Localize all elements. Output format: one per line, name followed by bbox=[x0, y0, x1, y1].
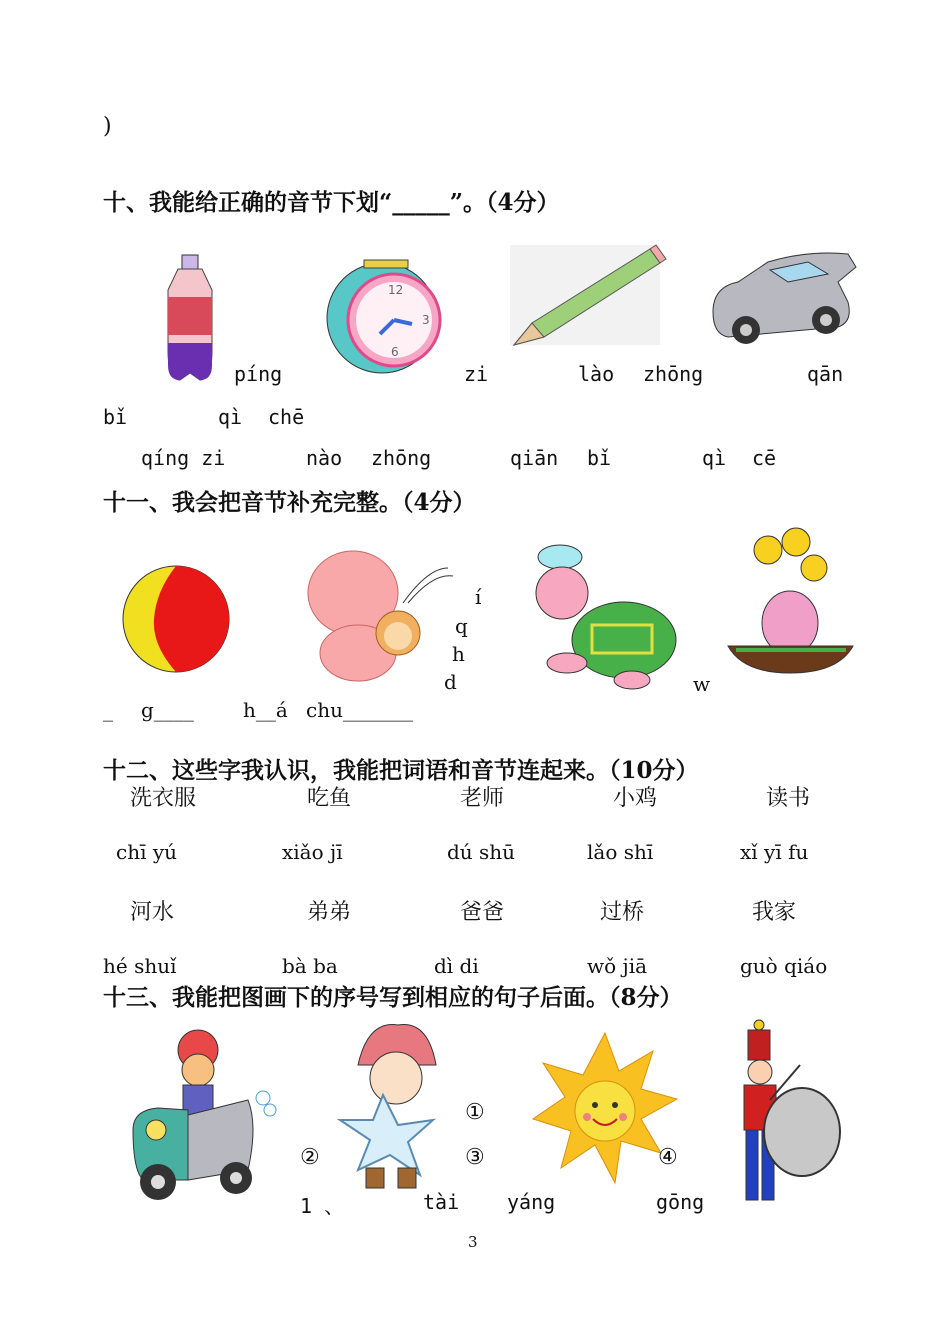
word-4: 小鸡 bbox=[613, 786, 658, 811]
scooter-image bbox=[128, 1030, 278, 1205]
word-6: 河水 bbox=[130, 900, 175, 925]
pinyin-lao: lào bbox=[578, 362, 615, 386]
section-10-title: 十、我能给正确的音节下划“_____”。（4分） bbox=[103, 189, 560, 216]
word-2: 吃鱼 bbox=[307, 786, 352, 811]
pinyin-qan: qān bbox=[807, 362, 844, 386]
pinyin-7: bà ba bbox=[282, 954, 338, 978]
pinyin-yang: yáng bbox=[507, 1190, 556, 1214]
word-3: 老师 bbox=[460, 786, 505, 811]
pinyin-qing-zi: qíng zi bbox=[141, 446, 226, 470]
blank-4: chu_______ bbox=[306, 698, 413, 722]
word-8: 爸爸 bbox=[460, 900, 505, 925]
pinyin-bi-2: bǐ bbox=[587, 446, 612, 470]
pinyin-5: xǐ yī fu bbox=[740, 840, 809, 864]
vase-boat-image bbox=[728, 528, 858, 676]
ball-image bbox=[122, 565, 232, 675]
pinyin-tai: tài bbox=[423, 1190, 460, 1214]
letter-w: w bbox=[693, 672, 711, 696]
pinyin-nao: nào bbox=[306, 446, 343, 470]
pinyin-qian: qiān bbox=[510, 446, 559, 470]
pinyin-ce: cē bbox=[752, 446, 777, 470]
pinyin-che: chē bbox=[268, 405, 305, 429]
letter-i: í bbox=[475, 585, 482, 609]
pinyin-1: chī yú bbox=[116, 840, 178, 864]
pinyin-zhong-2: zhōng bbox=[371, 446, 432, 470]
word-1: 洗衣服 bbox=[130, 786, 197, 811]
pinyin-bi: bǐ bbox=[103, 405, 128, 429]
page-number: 3 bbox=[468, 1233, 478, 1251]
section-11-title: 十一、我会把音节补充完整。（4分） bbox=[103, 489, 476, 516]
sun-image bbox=[533, 1033, 678, 1193]
section-12-title: 十二、这些字我认识，我能把词语和音节连起来。（10分） bbox=[103, 757, 699, 784]
blank-3: h__á bbox=[243, 698, 288, 722]
butterfly-image bbox=[303, 548, 458, 683]
svg-text:3: 3 bbox=[422, 313, 430, 327]
svg-text:6: 6 bbox=[391, 345, 399, 359]
pinyin-3: dú shū bbox=[447, 840, 516, 864]
circle-2: ② bbox=[300, 1145, 320, 1170]
circle-3: ③ bbox=[465, 1145, 485, 1170]
pinyin-9: wǒ jiā bbox=[587, 954, 648, 978]
pinyin-zhong: zhōng bbox=[643, 362, 704, 386]
circle-1: ① bbox=[465, 1100, 485, 1125]
pinyin-qi-2: qì bbox=[702, 446, 727, 470]
pinyin-4: lǎo shī bbox=[587, 840, 654, 864]
pinyin-6: hé shuǐ bbox=[103, 954, 177, 978]
letter-h: h bbox=[452, 642, 465, 666]
blank-1: _ bbox=[103, 698, 113, 722]
pinyin-zi: zi bbox=[464, 362, 489, 386]
sentence-label: 1 、 bbox=[300, 1194, 345, 1218]
svg-text:12: 12 bbox=[388, 283, 404, 297]
bottle-image bbox=[160, 255, 220, 385]
pencil-image bbox=[510, 245, 665, 350]
top-paren: ) bbox=[103, 114, 112, 139]
clock-image bbox=[322, 258, 447, 378]
blank-2: g____ bbox=[141, 698, 194, 722]
turtle-image bbox=[532, 545, 677, 695]
pinyin-8: dì di bbox=[434, 954, 479, 978]
pinyin-qi: qì bbox=[218, 405, 243, 429]
pinyin-ping: píng bbox=[234, 362, 283, 386]
letter-q: q bbox=[455, 614, 468, 638]
section-13-title: 十三、我能把图画下的序号写到相应的句子后面。（8分） bbox=[103, 984, 683, 1011]
pinyin-gong: gōng bbox=[656, 1190, 705, 1214]
word-10: 我家 bbox=[752, 900, 797, 925]
circle-4: ④ bbox=[658, 1145, 678, 1170]
word-5: 读书 bbox=[766, 786, 811, 811]
girl-star-image bbox=[328, 1020, 453, 1192]
pinyin-2: xiǎo jī bbox=[282, 840, 343, 864]
car-image bbox=[708, 242, 858, 354]
drummer-image bbox=[740, 1020, 845, 1208]
letter-d: d bbox=[444, 670, 457, 694]
pinyin-10: guò qiáo bbox=[740, 954, 828, 978]
word-9: 过桥 bbox=[600, 900, 645, 925]
word-7: 弟弟 bbox=[307, 900, 352, 925]
